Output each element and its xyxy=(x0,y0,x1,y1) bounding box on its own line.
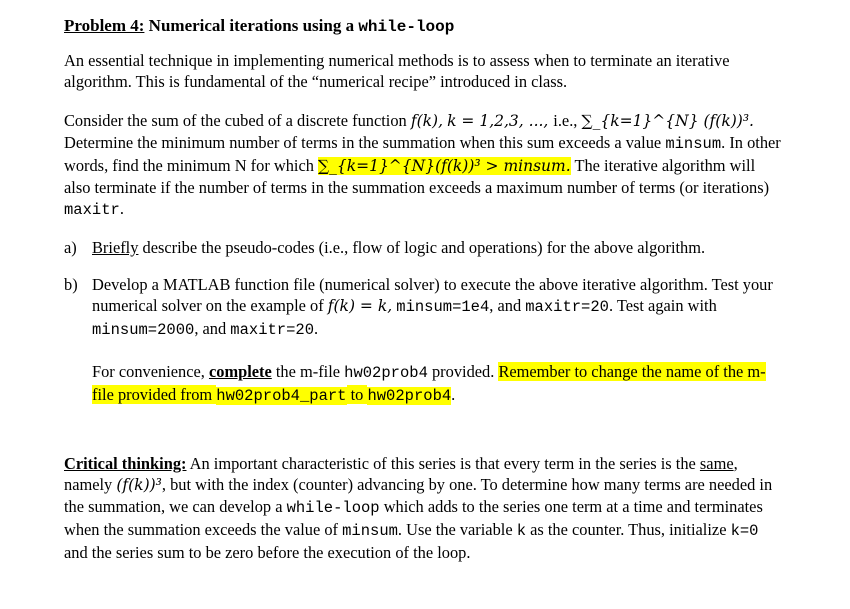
consider-text-2: Determine the minimum number of terms in the summation when this sum exceeds a value xyxy=(64,133,662,152)
note-text-4: . xyxy=(451,385,456,404)
problem-title-code: while-loop xyxy=(358,18,455,36)
k-range: k = 1,2,3, ..., xyxy=(447,112,554,130)
note-highlight-2: to xyxy=(346,385,368,404)
part-a-text: describe the pseudo-codes (i.e., flow of logic and operations) for the above algorithm. xyxy=(138,238,706,257)
critical-minsum: minsum xyxy=(342,522,398,540)
critical-text-2: , namely xyxy=(64,454,738,494)
intro-paragraph: An essential technique in implementing numerical methods is to assess when to terminate an iterative algorithm. This is fundamental of the “numerical recipe” introduced in class. xyxy=(64,51,730,91)
part-a-emphasis: Briefly xyxy=(92,238,139,257)
problem-number: Problem 4: xyxy=(64,16,145,35)
note-text-2: the m-file xyxy=(271,362,345,381)
part-b xyxy=(64,274,784,341)
note-file-2: hw02prob4_part xyxy=(216,387,347,405)
critical-while: while-loop xyxy=(286,499,380,517)
critical-thinking-paragraph xyxy=(64,453,784,563)
maxitr-code: maxitr xyxy=(64,201,120,219)
critical-text-5: . Use the variable xyxy=(397,520,517,539)
sum-expression: ∑_{k=1}^{N} (f(k))³. xyxy=(581,112,754,130)
critical-label: Critical thinking: xyxy=(64,454,187,473)
critical-same: same xyxy=(699,454,734,473)
note-highlight-1: Remember to change the name of the m-file provided from xyxy=(92,362,766,404)
critical-term: (f(k))³ xyxy=(116,476,162,494)
critical-text-3: , but with the index (counter) advancing by one. To determine how many terms are needed in the summation, we can develop a xyxy=(64,475,773,516)
note-text-1: For convenience, xyxy=(92,362,209,381)
ie-text: i.e., xyxy=(553,111,582,130)
convenience-note xyxy=(64,361,784,407)
consider-paragraph xyxy=(64,110,784,221)
consider-text-5: . xyxy=(119,199,124,218)
critical-text-1: An important characteristic of this series is that every term in the series is the xyxy=(186,454,700,473)
part-b-text-1: Develop a MATLAB function file (numerical solver) to execute the above iterative algorithm. Test your numerical solver on the example of xyxy=(92,275,773,315)
part-b-code-3: minsum=2000 xyxy=(92,321,195,339)
note-text-3: provided. xyxy=(427,362,499,381)
part-b-code-1: minsum=1e4 xyxy=(396,298,490,316)
consider-text-1: Consider the sum of the cubed of a discrete function xyxy=(64,111,411,130)
critical-text-7: and the series sum to be zero before the execution of the loop. xyxy=(64,543,471,562)
part-b-text-2: , and xyxy=(489,296,526,315)
part-b-code-4: maxitr=20 xyxy=(230,321,315,339)
note-file-1: hw02prob4 xyxy=(344,364,428,382)
part-a xyxy=(64,237,784,258)
minsum-code: minsum xyxy=(665,135,722,153)
consider-text-4: The iterative algorithm will also terminate if the number of terms in the summation exceeds a maximum number of terms (or iterations) xyxy=(64,156,770,197)
part-b-text-3: . Test again with xyxy=(608,296,717,315)
critical-text-6: as the counter. Thus, initialize xyxy=(526,520,731,539)
part-b-text-4: , and xyxy=(194,319,231,338)
part-a-label: a) xyxy=(64,238,77,257)
problem-title xyxy=(64,15,784,38)
problem-title-text: Numerical iterations using a xyxy=(148,16,355,35)
consider-text-3: . In other words, find the minimum N for which xyxy=(64,133,781,175)
part-b-text-5: . xyxy=(314,319,319,338)
critical-text-4: which adds to the series one term at a time and terminates when the summation exceeds the value of xyxy=(64,497,763,539)
critical-k: k xyxy=(516,522,527,540)
note-emphasis: complete xyxy=(208,362,272,381)
part-b-label: b) xyxy=(64,275,78,294)
highlighted-condition: ∑_{k=1}^{N}(f(k))³ > minsum. xyxy=(318,157,571,175)
problem-document xyxy=(64,15,784,563)
critical-k0: k=0 xyxy=(730,522,759,540)
part-b-fk-equation: f(k) = k, xyxy=(327,297,393,315)
note-file-3: hw02prob4 xyxy=(367,387,452,405)
part-b-code-2: maxitr=20 xyxy=(525,298,609,316)
function-f-k: f(k), xyxy=(410,112,443,130)
